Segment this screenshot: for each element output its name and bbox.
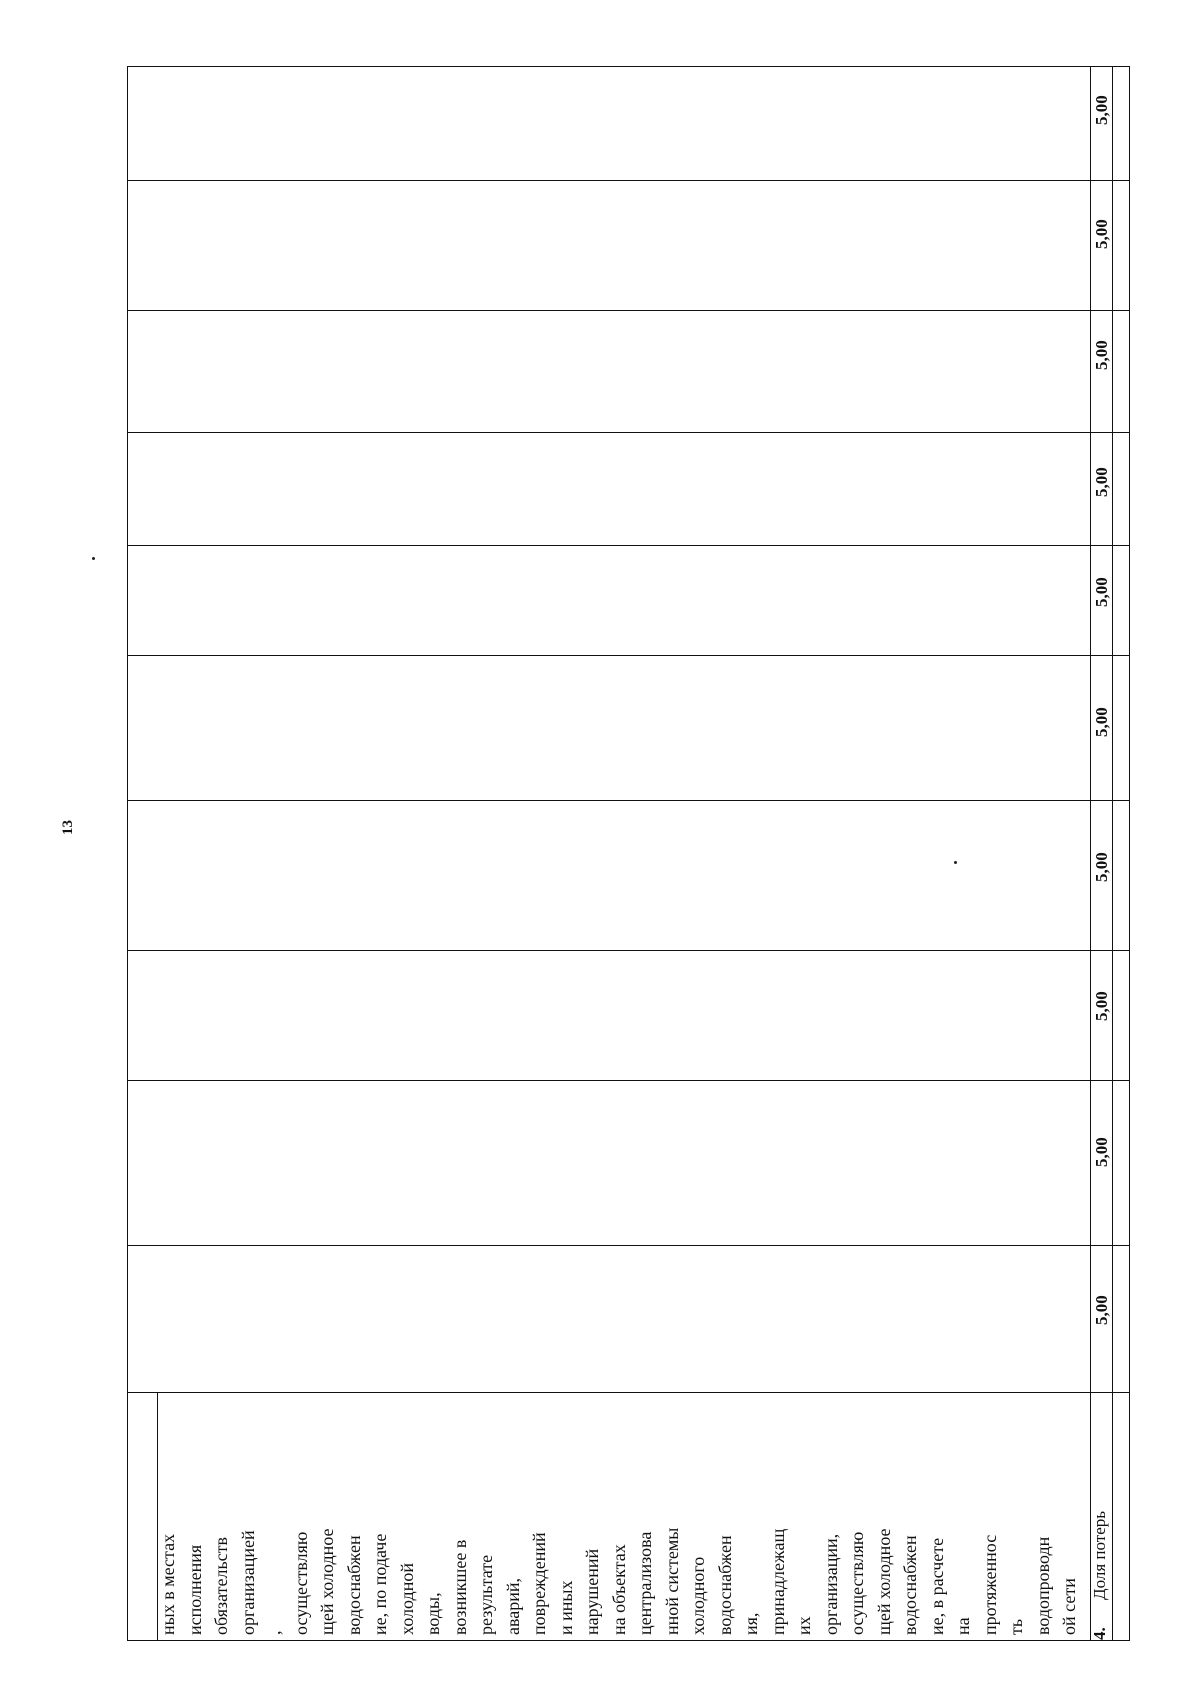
- description-line: ть: [1006, 1618, 1026, 1635]
- value-cell: 5,00: [1092, 991, 1111, 1021]
- description-line: на: [953, 1617, 973, 1635]
- description-line: исполнения: [184, 1544, 205, 1635]
- row-label: Доля потерь: [1090, 1510, 1109, 1600]
- value-cell: 5,00: [1092, 707, 1111, 737]
- description-line: ой сети: [1059, 1578, 1079, 1635]
- data-table: [127, 66, 1130, 1641]
- description-line: нной системы: [661, 1527, 682, 1635]
- column-separator: [127, 1080, 1130, 1081]
- description-line: щей холодное: [873, 1528, 894, 1635]
- description-line: осуществляю: [847, 1531, 867, 1635]
- description-line: водоснабжен: [343, 1535, 364, 1635]
- description-line: на объектах: [608, 1544, 629, 1635]
- description-line: воды,: [423, 1592, 443, 1635]
- description-line: ие, в расчете: [926, 1537, 947, 1635]
- description-line: ,: [264, 1630, 284, 1635]
- description-line: и иных: [555, 1580, 576, 1635]
- value-cell: 5,00: [1092, 1295, 1111, 1325]
- description-line: нарушений: [582, 1548, 602, 1635]
- value-cell: 5,00: [1092, 852, 1111, 882]
- description-line: повреждений: [529, 1532, 549, 1635]
- description-line: принадлежащ: [767, 1528, 788, 1635]
- description-line: организации,: [820, 1533, 841, 1635]
- value-cell: 5,00: [1092, 95, 1111, 125]
- description-line: централизова: [635, 1531, 655, 1635]
- description-line: водопроводн: [1032, 1536, 1053, 1635]
- description-line: водоснабжен: [714, 1535, 735, 1635]
- description-line: водоснабжен: [900, 1535, 920, 1635]
- description-line: холодной: [396, 1563, 417, 1635]
- description-line: возникшее в: [449, 1539, 470, 1635]
- page-number: 13: [60, 820, 76, 835]
- description-line: щей холодное: [317, 1528, 337, 1635]
- value-cell: 5,00: [1092, 577, 1111, 607]
- column-separator: [127, 1392, 1130, 1393]
- description-line: результате: [476, 1554, 496, 1635]
- column-separator: [127, 545, 1130, 546]
- description-line: холодного: [688, 1556, 708, 1635]
- value-cell: 5,00: [1092, 467, 1111, 497]
- value-cell: 5,00: [1092, 340, 1111, 370]
- description-line: их: [794, 1616, 814, 1635]
- value-cell: 5,00: [1092, 219, 1111, 249]
- description-line: ия,: [741, 1612, 761, 1635]
- description-line: осуществляю: [290, 1531, 311, 1635]
- description-line: ных в местах: [158, 1533, 178, 1635]
- description-line: организацией: [237, 1530, 258, 1635]
- column-separator: [127, 432, 1130, 433]
- description-line: протяженнос: [979, 1534, 1000, 1635]
- row-border: [1090, 66, 1091, 1641]
- column-separator: [127, 310, 1130, 311]
- description-line: обязательств: [211, 1536, 231, 1635]
- description-line: аварий,: [502, 1577, 523, 1635]
- column-separator: [127, 655, 1130, 656]
- column-separator: [127, 180, 1130, 181]
- row-number: 4.: [1090, 1627, 1109, 1640]
- column-separator: [127, 950, 1130, 951]
- description-line: ие, по подаче: [370, 1533, 390, 1635]
- column-separator: [127, 1245, 1130, 1246]
- value-cell: 5,00: [1092, 1137, 1111, 1167]
- scan-speck: [92, 557, 95, 560]
- row-border: [1112, 66, 1113, 1641]
- column-separator: [127, 800, 1130, 801]
